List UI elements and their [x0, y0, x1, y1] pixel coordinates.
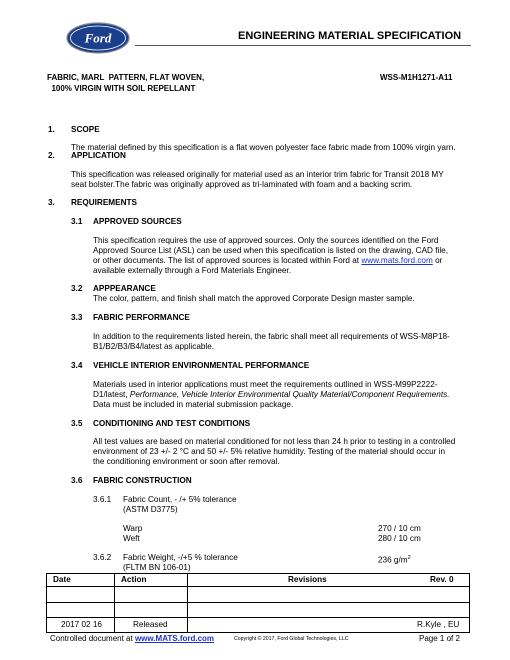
mats-ford-link[interactable]: www.mats.ford.com	[361, 256, 433, 265]
section-2-number: 2.	[48, 151, 55, 160]
rev-header-action: Action	[121, 575, 147, 584]
section-3-1-line3	[93, 256, 442, 267]
section-3-6-1-number: 3.6.1	[93, 495, 112, 504]
header-divider	[135, 45, 471, 46]
footer-controlled-document	[50, 634, 214, 643]
section-3-1-line4: available externally through a Ford Materials Engineer.	[93, 266, 291, 275]
warp-label: Warp	[123, 524, 143, 533]
revision-table-rule	[47, 617, 469, 618]
footer-copyright: Copyright © 2017, Ford Global Technologies, LLC	[234, 636, 349, 642]
document-title: ENGINEERING MATERIAL SPECIFICATION	[238, 30, 462, 42]
rev-header-rev: Rev. 0	[430, 575, 454, 584]
ford-logo	[66, 22, 130, 54]
rev-row-author: R.Kyle , EU	[417, 620, 460, 629]
section-3-1-line1: This specification requires the use of approved sources. Only the sources identified on the Ford	[93, 236, 439, 245]
section-3-4-line1: Materials used in interior applications must meet the requirements outlined in WSS-M99P2222-	[93, 380, 438, 389]
rev-header-date: Date	[53, 575, 71, 584]
section-2-line2: seat bolster.The fabric was originally approved as tri-laminated with foam and a backing scrim.	[71, 180, 413, 189]
section-2-title: APPLICATION	[71, 151, 126, 160]
rev-row-date: 2017 02 16	[61, 620, 102, 629]
section-3-6-number: 3.6	[71, 476, 83, 485]
section-3-6-1-line1: Fabric Count, - /+ 5% tolerance	[123, 495, 237, 504]
section-3-4-number: 3.4	[71, 361, 83, 370]
section-1-title: SCOPE	[71, 125, 100, 134]
fabric-weight-number: 236 g/m	[378, 555, 408, 565]
section-3-4-line2-italic: Performance, Vehicle Interior Environmental Quality Material/Component Requirements.	[129, 390, 450, 399]
revision-table	[46, 573, 470, 633]
rev-header-revisions: Revisions	[288, 575, 327, 584]
section-3-1-line3-text: or other documents. The list of approved sources is located within Ford at	[93, 256, 362, 265]
section-3-6-2-number: 3.6.2	[93, 553, 112, 562]
section-3-3-line2: B1/B2/B3/B4/latest as applicable.	[93, 342, 215, 351]
section-3-2-title: APPPEARANCE	[93, 284, 156, 293]
section-3-5-title: CONDITIONING AND TEST CONDITIONS	[93, 419, 251, 428]
section-3-3-title: FABRIC PERFORMANCE	[93, 313, 190, 322]
section-3-3-number: 3.3	[71, 313, 83, 322]
spec-subtitle	[47, 73, 204, 94]
section-3-5-line3: the conditioning environment or soon after removal.	[93, 457, 280, 466]
weft-label: Weft	[123, 534, 140, 543]
section-3-6-title: FABRIC CONSTRUCTION	[93, 476, 192, 485]
section-3-title: REQUIREMENTS	[71, 198, 137, 207]
section-3-3-line1: In addition to the requirements listed herein, the fabric shall meet all requirements of WSS-M8P18-	[93, 332, 450, 341]
ford-logo-text: Ford	[84, 30, 112, 46]
section-3-6-2-line2: (FLTM BN 106-01)	[123, 563, 191, 572]
section-3-6-1-line2: (ASTM D3775)	[123, 505, 178, 514]
section-2-line1: This specification was released originally for material used as an interior trim fabric for Transit 2018 MY	[71, 170, 444, 179]
section-1-text: The material defined by this specification is a flat woven polyester face fabric made from 100% virgin yarn.	[71, 143, 456, 152]
section-3-1-line3-end: or	[432, 256, 443, 265]
revision-table-col-rule	[187, 574, 188, 632]
revision-table-rule	[47, 602, 469, 603]
section-3-6-2-line1: Fabric Weight, -/+5 % tolerance	[123, 553, 238, 562]
rev-row-action: Released	[133, 620, 168, 629]
section-3-1-title: APPROVED SOURCES	[93, 217, 182, 226]
section-3-5-number: 3.5	[71, 419, 83, 428]
section-3-2-number: 3.2	[71, 284, 83, 293]
section-3-5-line1: All test values are based on material conditioned for not less than 24 h prior to testing in a controlled	[93, 437, 456, 446]
footer-page-number: Page 1 of 2	[419, 634, 460, 643]
section-3-5-line2: environment of 23 +/- 2 °C and 50 +/- 5% relative humidity. Testing of the material should occur in	[93, 447, 446, 456]
fabric-weight-value	[378, 553, 411, 566]
section-3-4-title: VEHICLE INTERIOR ENVIRONMENTAL PERFORMANCE	[93, 361, 310, 370]
spec-subtitle-line1: FABRIC, MARL PATTERN, FLAT WOVEN,	[47, 73, 205, 82]
revision-table-rule	[47, 586, 469, 587]
section-3-number: 3.	[48, 198, 55, 207]
section-3-2-text: The color, pattern, and finish shall match the approved Corporate Design master sample.	[93, 294, 415, 303]
section-3-4-line3: Data must be included in material submission package.	[93, 400, 294, 409]
spec-number: WSS-M1H1271-A11	[380, 73, 453, 82]
spec-subtitle-line2: 100% VIRGIN WITH SOIL REPELLANT	[51, 83, 196, 93]
revision-table-col-rule	[114, 574, 115, 632]
footer-mats-link[interactable]: www.MATS.ford.com	[134, 634, 215, 643]
section-1-number: 1.	[48, 125, 55, 134]
section-3-1-line2: Approved Source List (ASL) can be used when this specification is listed on the drawing, CAD file,	[93, 246, 448, 255]
warp-value: 270 / 10 cm	[378, 524, 421, 533]
weft-value: 280 / 10 cm	[378, 534, 421, 543]
section-3-1-number: 3.1	[71, 217, 83, 226]
footer-left-text: Controlled document at	[50, 634, 135, 643]
fabric-weight-unit-sup: 2	[407, 555, 411, 561]
section-3-4-line2-text: D1/latest,	[93, 390, 130, 399]
section-3-4-line2	[93, 390, 449, 401]
